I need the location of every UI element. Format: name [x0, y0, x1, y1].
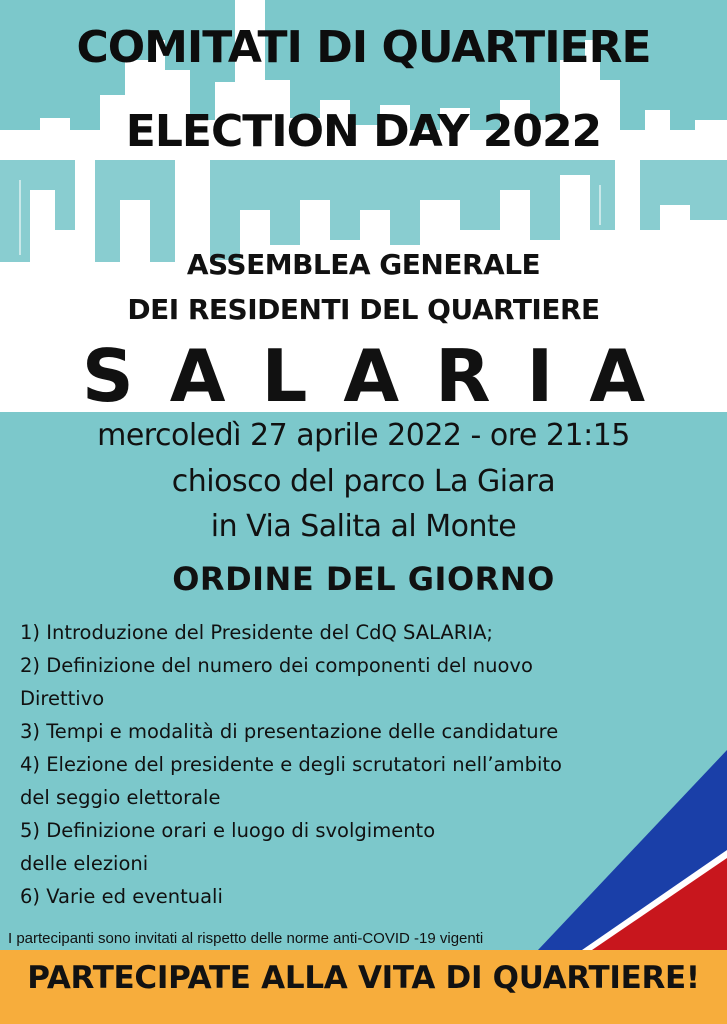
agenda-heading: ORDINE DEL GIORNO [172, 560, 555, 598]
event-address: in Via Salita al Monte [210, 509, 517, 544]
call-to-action: PARTECIPATE ALLA VITA DI QUARTIERE! [27, 960, 700, 996]
title-line-1: COMITATI DI QUARTIERE [76, 22, 651, 73]
agenda-item: del seggio elettorale [20, 786, 221, 809]
agenda-item: 6) Varie ed eventuali [20, 885, 223, 908]
agenda-list [20, 616, 680, 913]
event-place: chiosco del parco La Giara [171, 464, 556, 499]
agenda-item: 5) Definizione orari e luogo di svolgimento [20, 819, 436, 842]
agenda-item: 4) Elezione del presidente e degli scrutatori nell’ambito [20, 753, 562, 776]
agenda-item: 1) Introduzione del Presidente del CdQ SALARIA; [20, 621, 493, 644]
agenda-item: delle elezioni [20, 852, 149, 875]
title-line-2: ELECTION DAY 2022 [125, 106, 602, 157]
assembly-line-2: DEI RESIDENTI DEL QUARTIERE [127, 293, 600, 326]
agenda-item: 3) Tempi e modalità di presentazione delle candidature [20, 720, 559, 743]
agenda-item: 2) Definizione del numero dei componenti del nuovo [20, 654, 533, 677]
event-datetime: mercoledì 27 aprile 2022 - ore 21:15 [97, 418, 630, 453]
assembly-line-1: ASSEMBLEA GENERALE [186, 248, 541, 281]
district-name: SALARIA [81, 334, 682, 418]
agenda-item: Direttivo [20, 687, 105, 710]
covid-note: I partecipanti sono invitati al rispetto delle norme anti-COVID -19 vigenti [8, 930, 484, 947]
